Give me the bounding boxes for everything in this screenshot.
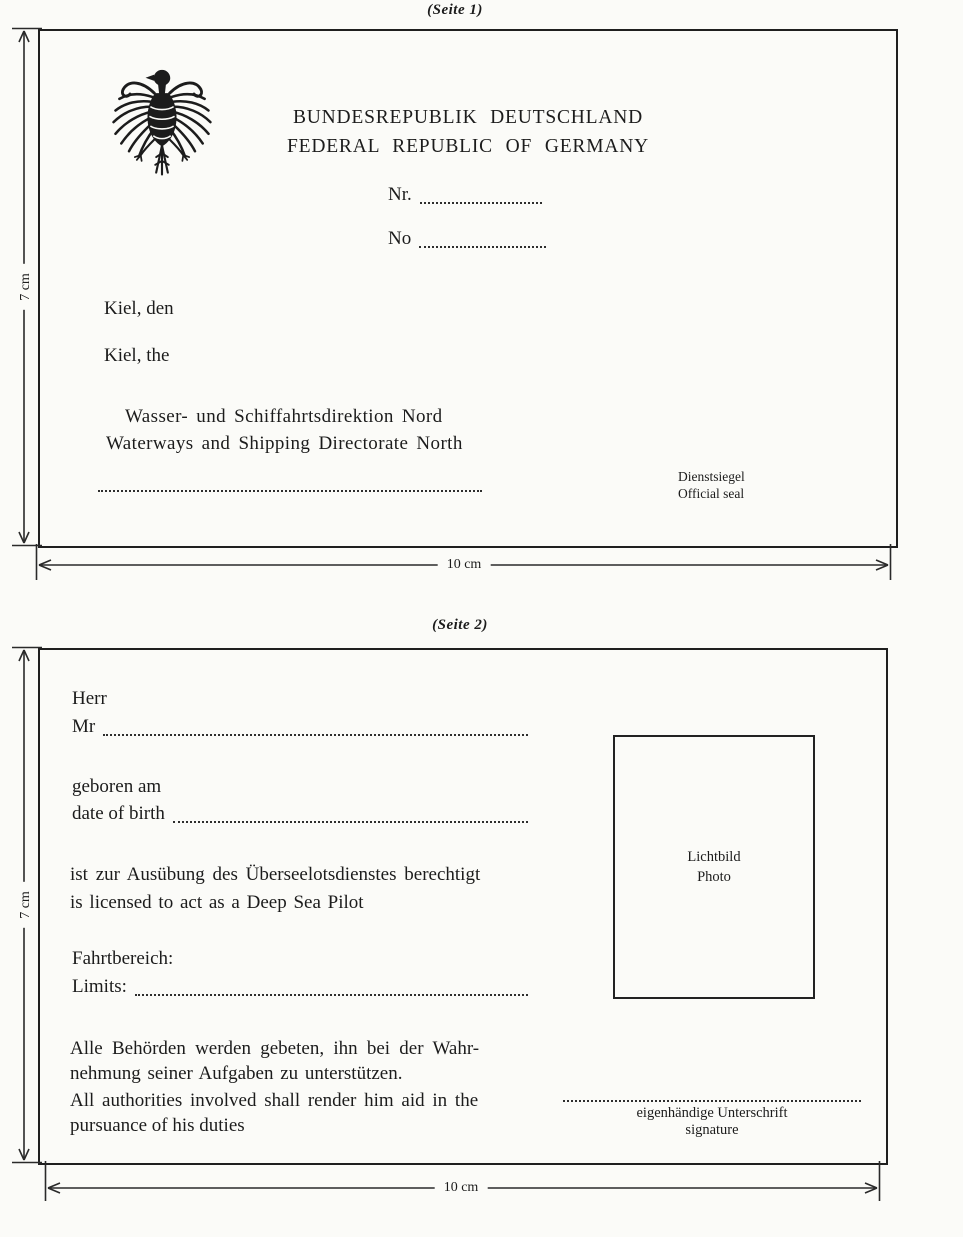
page1-width-dimension-label: 10 cm [438, 556, 491, 574]
number-field-en [388, 226, 546, 252]
german-federal-eagle-icon [103, 64, 221, 190]
photo-label-en: Photo [697, 869, 731, 885]
signature-caption-en: signature [685, 1122, 739, 1138]
birth-label-en: date of birth [72, 803, 165, 824]
limits-label-de: Fahrtbereich: [72, 948, 174, 969]
page2-height-dimension-label: 7 cm [17, 882, 35, 928]
page1-height-dimension-label: 7 cm [17, 264, 35, 310]
authority-signature-rule [98, 476, 482, 492]
seal-caption [678, 468, 745, 502]
page2-width-dimension-arrow [36, 1161, 886, 1201]
number-label-en: No [388, 228, 412, 249]
country-title-en: FEDERAL REPUBLIC OF GERMANY [286, 136, 650, 157]
page2-label: (Seite 2) [432, 617, 488, 633]
photo-label-de: Lichtbild [687, 849, 741, 865]
name-label-en: Mr [72, 716, 96, 737]
place-date-en: Kiel, the [104, 345, 170, 366]
birth-label-de: geboren am [72, 776, 162, 797]
birth-blank [173, 821, 528, 823]
aid-text-en-line1: All authorities involved shall render him aid in the [70, 1090, 479, 1111]
page2-width-dimension-label: 10 cm [435, 1179, 488, 1197]
place-date-de: Kiel, den [104, 298, 174, 319]
name-field [72, 714, 528, 740]
name-label-de: Herr [72, 688, 107, 709]
authority-name-en: Waterways and Shipping Directorate North [106, 433, 463, 454]
page1-width-dimension-arrow [34, 544, 894, 580]
limits-field [72, 974, 528, 1000]
page1-height-dimension-arrow [10, 27, 42, 547]
authority-name-de: Wasser- und Schiffahrtsdirektion Nord [125, 406, 443, 427]
signature-rule [563, 1086, 861, 1102]
name-blank [103, 734, 528, 736]
number-blank-en [419, 246, 546, 248]
photo-placeholder-box [613, 735, 815, 999]
number-field-de [388, 182, 542, 208]
limits-label-en: Limits: [72, 976, 127, 997]
signature-caption [563, 1105, 861, 1139]
aid-text-de-line2: nehmung seiner Aufgaben zu unterstützen. [70, 1063, 403, 1084]
aid-text-de-line1: Alle Behörden werden gebeten, ihn bei der Wahr- [70, 1038, 480, 1059]
limits-blank [135, 994, 528, 996]
licence-text-de: ist zur Ausübung des Überseelotsdienstes berechtigt [70, 864, 481, 885]
licence-text-en: is licensed to act as a Deep Sea Pilot [70, 892, 364, 913]
country-title [278, 103, 658, 161]
birth-field [72, 801, 528, 827]
page2-height-dimension-arrow [10, 646, 42, 1164]
page1-label: (Seite 1) [427, 2, 483, 18]
country-title-de: BUNDESREPUBLIK DEUTSCHLAND [292, 107, 644, 128]
aid-text-en-line2: pursuance of his duties [70, 1115, 245, 1136]
number-blank-de [420, 202, 542, 204]
signature-caption-de: eigenhändige Unterschrift [636, 1105, 788, 1121]
seal-caption-de: Dienstsiegel [678, 469, 745, 484]
seal-caption-en: Official seal [678, 486, 745, 501]
number-label-de: Nr. [388, 184, 412, 205]
